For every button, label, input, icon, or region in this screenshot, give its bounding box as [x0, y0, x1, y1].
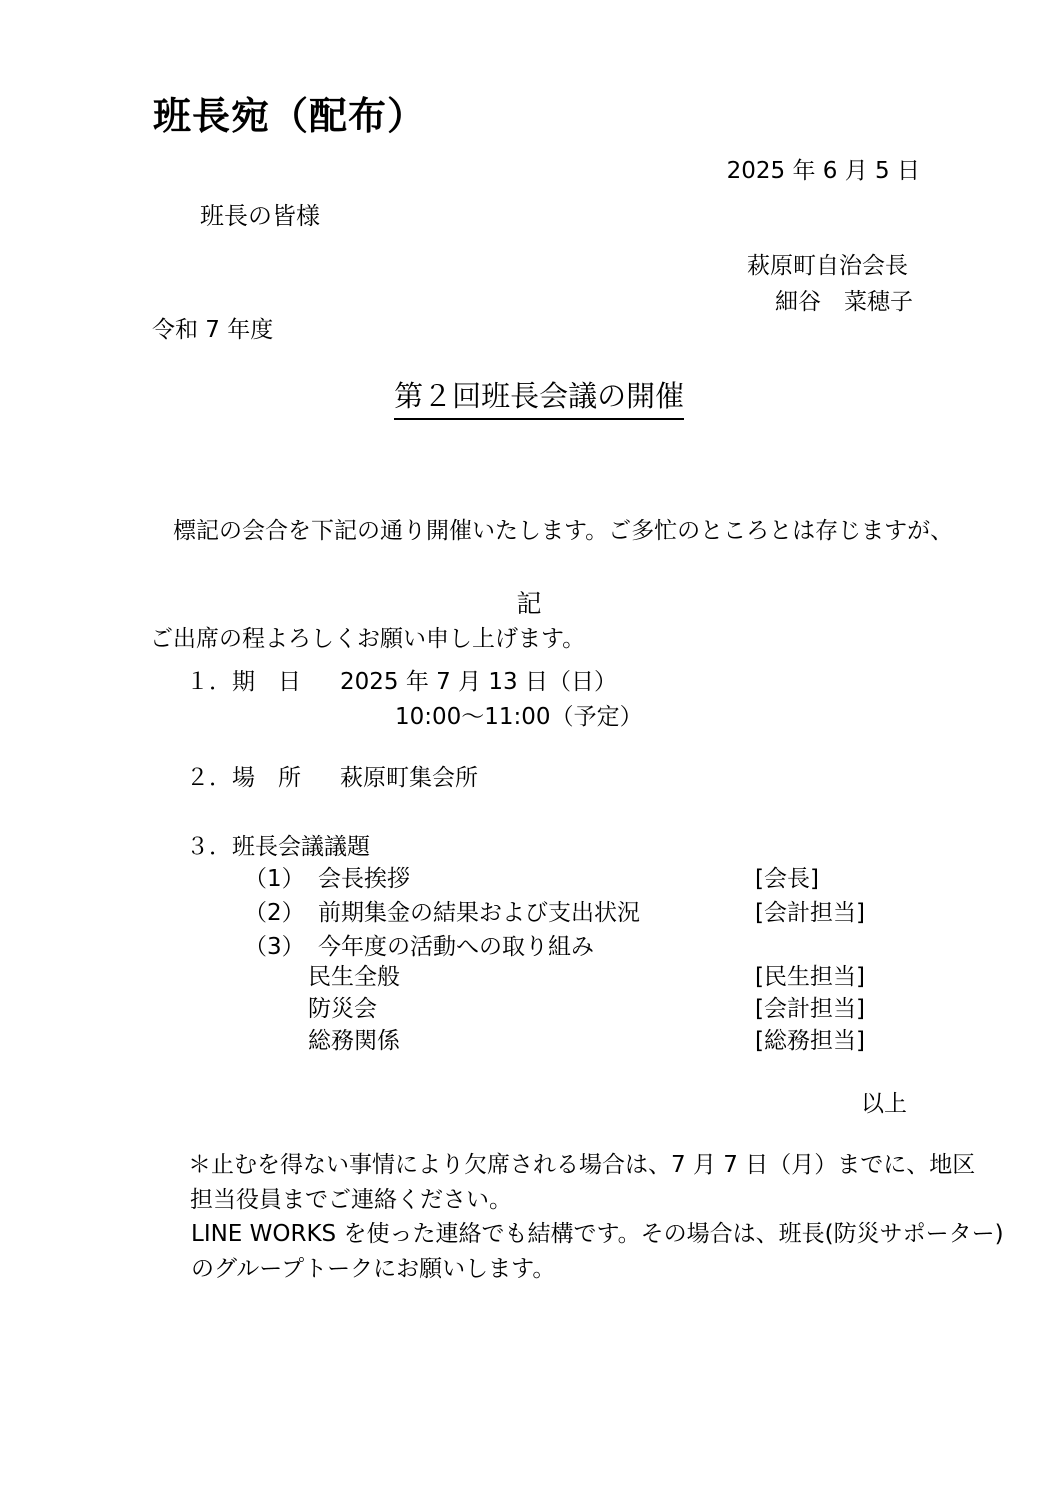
- agenda-item-date-value: 2025 年 7 月 13 日（日）: [340, 669, 617, 695]
- topic-owner: [総務担当]: [755, 1028, 865, 1054]
- agenda-item-place-label: ２．場 所: [186, 765, 301, 791]
- topic-row: [0, 894, 1058, 926]
- topic-row: [0, 928, 1058, 960]
- greeting-line-2: ご出席の程よろしくお願い申し上げます。: [150, 626, 586, 652]
- note-line-4: のグループトークにお願いします。: [191, 1256, 556, 1282]
- agenda-item-time-value: 10:00～11:00（予定）: [395, 704, 643, 730]
- agenda-item-topics-label: ３．班長会議議題: [186, 834, 370, 860]
- topic-text: 総務関係: [308, 1028, 400, 1054]
- agenda-item-topics: [0, 828, 1058, 860]
- doc-date: 2025 年 6 月 5 日: [726, 158, 920, 184]
- topic-subrow: [0, 1022, 1058, 1054]
- note-line-2: 担当役員までご連絡ください。: [190, 1187, 512, 1213]
- page-title: 第２回班長会議の開催: [394, 374, 684, 420]
- agenda-item-place-value: 萩原町集会所: [340, 765, 478, 791]
- topic-text: 前期集金の結果および支出状況: [318, 900, 640, 926]
- note-line-3: LINE WORKS を使った連絡でも結構です。その場合は、班長(防災サポーター): [191, 1221, 1004, 1247]
- topic-text: 民生全般: [308, 964, 400, 990]
- sender-name: 細谷 菜穂子: [775, 289, 913, 315]
- topic-number: （2）: [244, 900, 305, 926]
- topic-subrow: [0, 990, 1058, 1022]
- sender-title: 萩原町自治会長: [747, 253, 908, 279]
- doc-distribution-label: 班長宛（配布）: [153, 94, 427, 138]
- topic-owner: [会計担当]: [755, 996, 865, 1022]
- topic-number: （3）: [244, 934, 305, 960]
- record-marker: 記: [516, 589, 542, 618]
- addressee: 班長の皆様: [200, 202, 320, 230]
- topic-text: 会長挨拶: [318, 866, 410, 892]
- closing-marker: 以上: [861, 1091, 907, 1117]
- agenda-item-place: [0, 759, 1058, 791]
- agenda-item-date-label: １．期 日: [186, 669, 301, 695]
- agenda-item-date: [0, 663, 1058, 695]
- topic-subrow: [0, 958, 1058, 990]
- main-title-wrap: [0, 355, 1058, 439]
- greeting-line-1: 標記の会合を下記の通り開催いたします。ご多忙のところとは存じますが、: [150, 518, 954, 544]
- topic-row: [0, 860, 1058, 892]
- agenda-item-time: [0, 698, 1058, 730]
- fiscal-year: 令和 7 年度: [152, 317, 274, 343]
- topic-owner: [民生担当]: [755, 964, 865, 990]
- note-line-1: ＊止むを得ない事情により欠席される場合は、7 月 7 日（月）までに、地区: [188, 1152, 976, 1178]
- topic-text: 今年度の活動への取り組み: [318, 934, 594, 960]
- topic-text: 防災会: [308, 996, 377, 1022]
- topic-owner: [会長]: [755, 866, 819, 892]
- topic-number: （1）: [244, 866, 305, 892]
- topic-owner: [会計担当]: [755, 900, 865, 926]
